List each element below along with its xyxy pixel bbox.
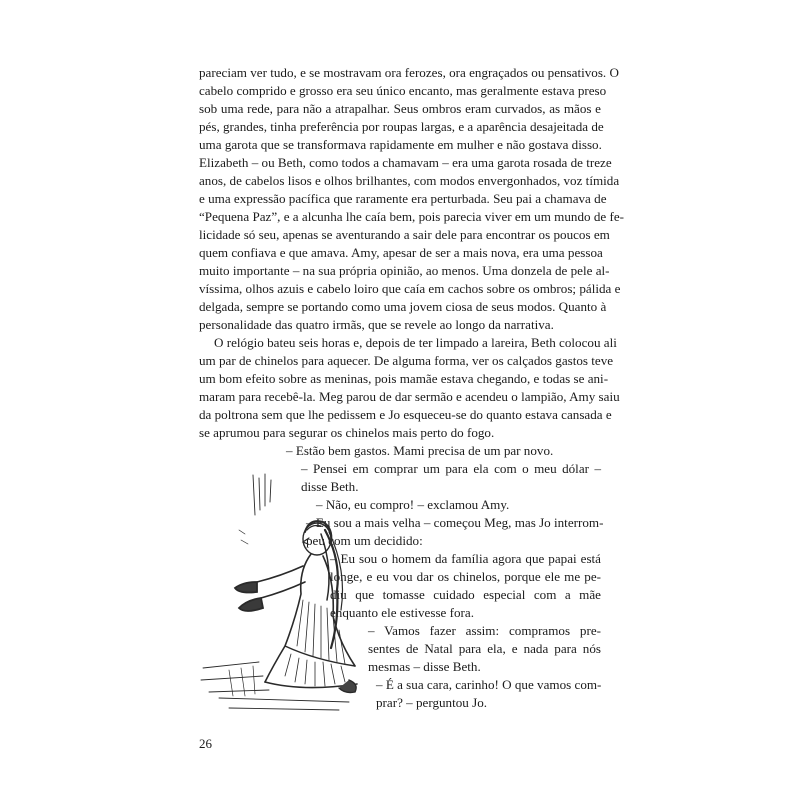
text-line: anos, de cabelos lisos e olhos brilhantes, com modos envergonhados, voz tímida <box>199 173 620 188</box>
text-line: “Pequena Paz”, e a alcunha lhe caía bem, pois parecia viver em um mundo de fe- <box>199 209 624 224</box>
text-line: sob uma rede, para não a atrapalhar. Seus ombros eram curvados, as mãos e <box>199 101 601 116</box>
text-line: – Vamos fazer assim: compramos pre- <box>368 623 601 638</box>
text-line: muito importante – na sua própria opinião, ao menos. Uma donzela de pele al- <box>199 263 610 278</box>
text-line: enquanto ele estivesse fora. <box>330 605 474 620</box>
text-line: O relógio bateu seis horas e, depois de ter limpado a lareira, Beth colocou ali <box>214 335 617 350</box>
text-line: prar? – perguntou Jo. <box>376 695 488 710</box>
text-line: – É a sua cara, carinho! O que vamos com- <box>376 677 602 692</box>
text-line: disse Beth. <box>301 479 359 494</box>
girl-kneeling-warming-slippers-icon <box>199 470 359 720</box>
text-line: – Eu sou a mais velha – começou Meg, mas Jo interrom- <box>306 515 604 530</box>
text-line: mesmas – disse Beth. <box>368 659 481 674</box>
text-line: sentes de Natal para ela, e nada para nós <box>368 641 601 656</box>
text-line: – Estão bem gastos. Mami precisa de um par novo. <box>286 443 554 458</box>
text-line: peu com um decidido: <box>306 533 423 548</box>
text-line: um bom efeito sobre as meninas, pois mamãe estava chegando, e todas se ani- <box>199 371 609 386</box>
text-line: – Não, eu compro! – exclamou Amy. <box>316 497 510 512</box>
text-line: uma garota que se transformava rapidamente em mulher e não gostava disso. <box>199 137 602 152</box>
text-line: delgada, sempre se portando como uma jovem ciosa de seus modos. Quanto à <box>199 299 607 314</box>
text-line: cabelo comprido e grosso era seu único encanto, mas geralmente estava preso <box>199 83 607 98</box>
text-line: – Eu sou o homem da família agora que papai está <box>330 551 601 566</box>
text-line: diu que tomasse cuidado especial com a mãe <box>330 587 601 602</box>
text-line: pés, grandes, tinha preferência por roupas largas, e a aparência desajeitada de <box>199 119 604 134</box>
page-number: 26 <box>199 736 212 751</box>
text-line: um par de chinelos para aquecer. De alguma forma, ver os calçados gastos teve <box>199 353 614 368</box>
text-line: Elizabeth – ou Beth, como todos a chamavam – era uma garota rosada de treze <box>199 155 612 170</box>
text-line: pareciam ver tudo, e se mostravam ora ferozes, ora engraçados ou pensativos. O <box>199 65 619 80</box>
text-line: se aprumou para segurar os chinelos mais perto do fogo. <box>199 425 495 440</box>
text-line: – Pensei em comprar um para ela com o meu dólar – <box>301 461 601 476</box>
text-line: maram para recebê-la. Meg parou de dar sermão e acendeu o lampião, Amy saiu <box>199 389 620 404</box>
text-line: personalidade das quatro irmãs, que se revele ao longo da narrativa. <box>199 317 554 332</box>
text-line: e uma expressão pacífica que raramente era perturbada. Seu pai a chamava de <box>199 191 607 206</box>
text-line: longe, e eu vou dar os chinelos, porque ele me pe- <box>330 569 601 584</box>
text-line: da poltrona sem que lhe pedissem e Jo esqueceu-se do quanto estava cansada e <box>199 407 612 422</box>
text-line: víssima, olhos azuis e cabelo loiro que caía em cachos sobre os ombros; pálida e <box>199 281 621 296</box>
text-line: licidade só seu, apenas se aventurando a sair dele para encontrar os poucos em <box>199 227 610 242</box>
text-line: quem confiava e que amava. Amy, apesar de ser a mais nova, era uma pessoa <box>199 245 603 260</box>
